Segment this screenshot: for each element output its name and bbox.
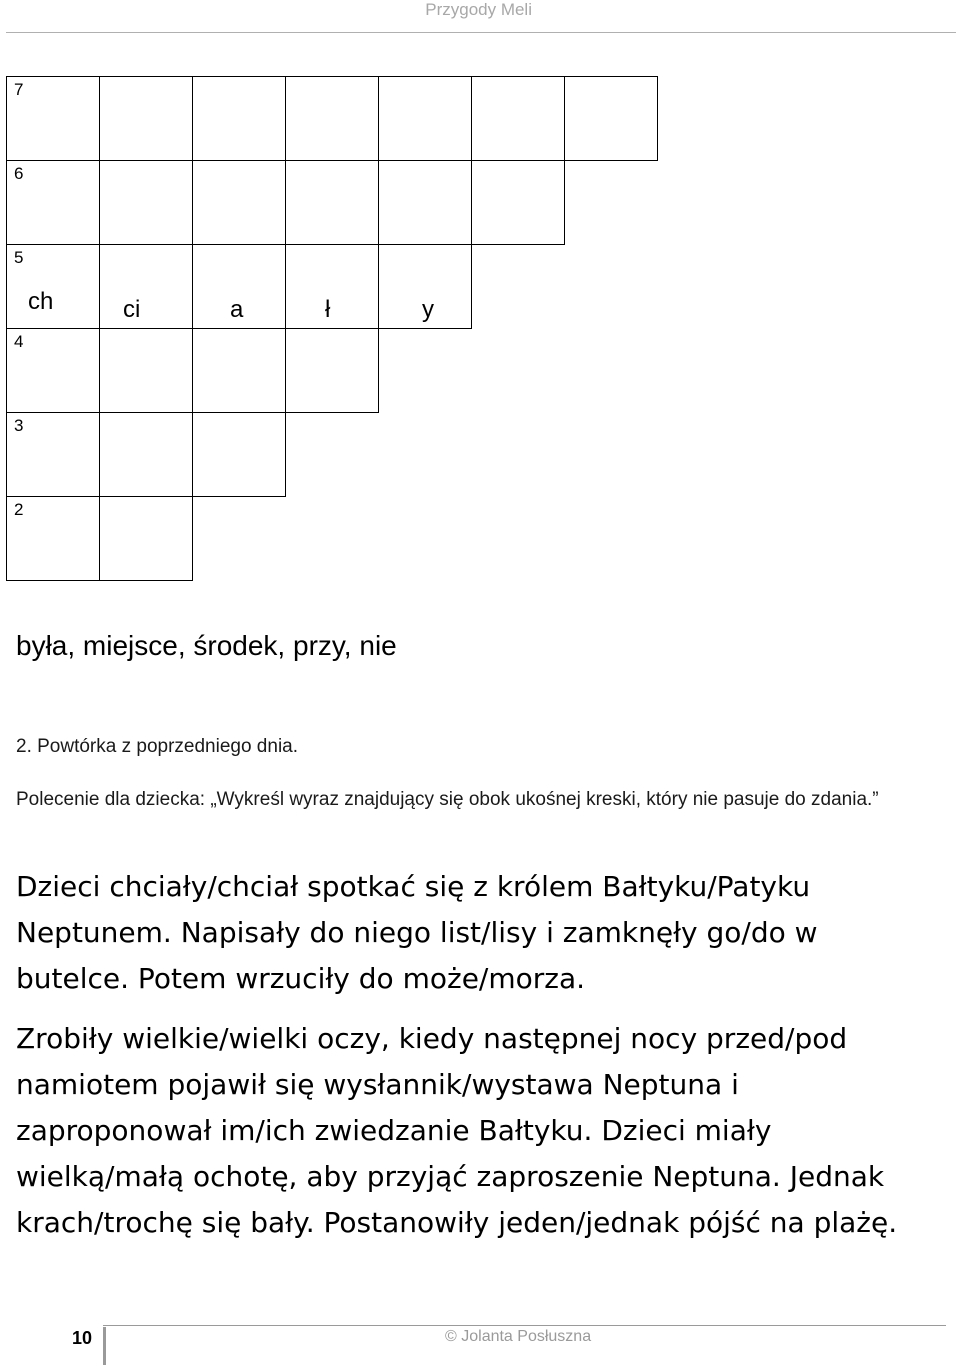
puzzle-cell — [285, 328, 379, 413]
header-rule — [6, 32, 956, 33]
puzzle-cell — [99, 160, 193, 245]
task-instruction: Polecenie dla dziecka: „Wykreśl wyraz znajdujący się obok ukośnej kreski, który nie pasuje do zdania.” — [16, 789, 879, 810]
puzzle-cell — [285, 244, 379, 329]
copyright-notice: © Jolanta Posłuszna — [445, 1328, 592, 1345]
exercise-paragraph-1: Dzieci chciały/chciał spotkać się z królem Bałtyku/Patyku Neptunem. Napisały do niego list/lisy i zamknęły go/do w butelce. Potem wrzuciły do może/morza. — [16, 870, 818, 995]
puzzle-cell — [471, 76, 565, 161]
footer-rule — [103, 1325, 946, 1326]
puzzle-cell — [99, 412, 193, 497]
row-number: 6 — [14, 164, 24, 183]
row-number: 3 — [14, 416, 24, 435]
puzzle-letter: a — [230, 296, 244, 323]
footer-divider — [103, 1327, 106, 1365]
puzzle-cell — [192, 412, 286, 497]
puzzle-cell — [192, 160, 286, 245]
puzzle-letter: ci — [123, 296, 141, 323]
puzzle-cell — [99, 76, 193, 161]
puzzle-cell — [192, 328, 286, 413]
word-bank: była, miejsce, środek, przy, nie — [16, 630, 397, 661]
row-number: 5 — [14, 248, 24, 267]
puzzle-cell — [378, 160, 472, 245]
puzzle-letter: ch — [28, 288, 54, 315]
puzzle-letter: ł — [325, 296, 331, 323]
puzzle-cell — [378, 76, 472, 161]
puzzle-cell — [99, 328, 193, 413]
page-header — [0, 0, 960, 30]
page-number: 10 — [72, 1328, 93, 1348]
row-number: 7 — [14, 80, 24, 99]
row-number: 2 — [14, 500, 24, 519]
exercise-paragraph-2: Zrobiły wielkie/wielki oczy, kiedy następnej nocy przed/pod namiotem pojawił się wysłannik/wystawa Neptuna i zaproponował im/ich zwiedzanie Bałtyku. Dzieci miały wielką/małą ochotę, aby przyjąć zaproszenie Neptuna. Jednak krach/trochę się bały. Postanowiły jeden/jednak pójść na plażę. — [16, 1022, 898, 1239]
puzzle-cell — [471, 160, 565, 245]
puzzle-cell — [99, 244, 193, 329]
puzzle-cell — [285, 76, 379, 161]
puzzle-letter: y — [422, 296, 434, 323]
page-footer — [0, 1320, 960, 1370]
puzzle-cell — [192, 76, 286, 161]
task-title: 2. Powtórka z poprzedniego dnia. — [16, 736, 299, 757]
puzzle-cell — [285, 160, 379, 245]
header-title: Przygody Meli — [425, 0, 532, 19]
puzzle-cell — [99, 496, 193, 581]
puzzle-cell — [564, 76, 658, 161]
row-number: 4 — [14, 332, 24, 351]
